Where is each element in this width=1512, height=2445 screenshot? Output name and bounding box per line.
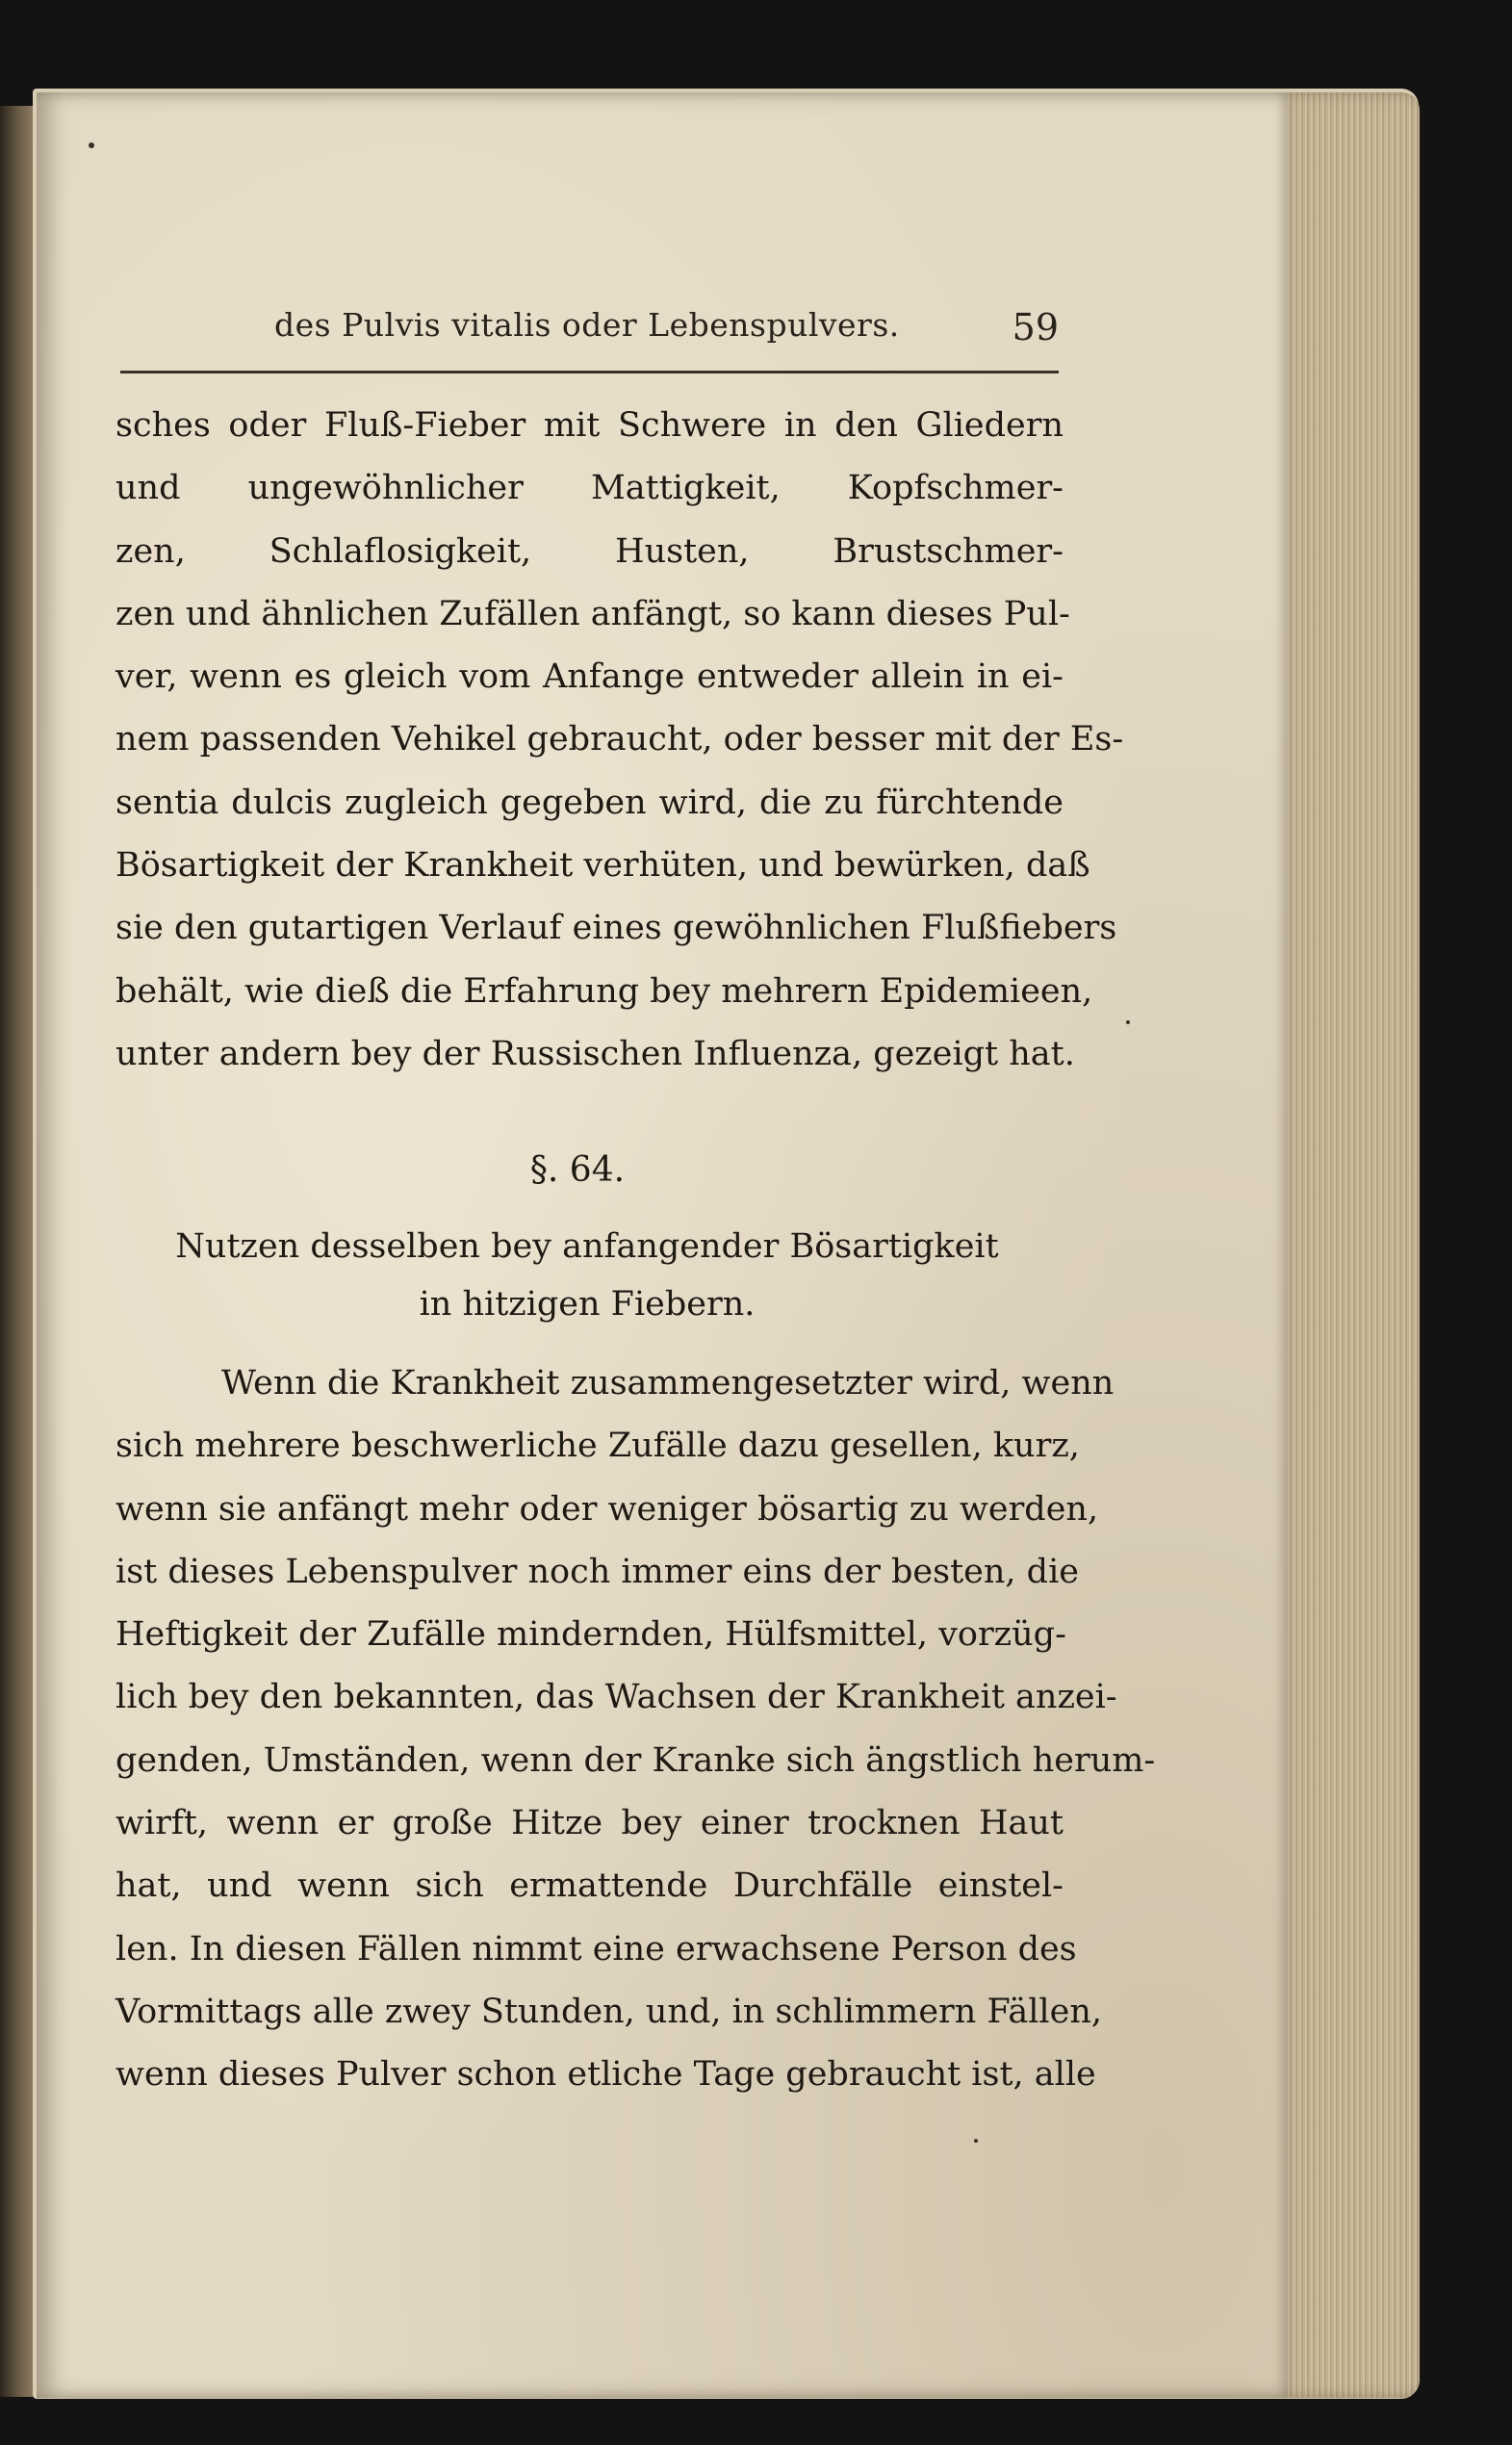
text-line: len. In diesen Fällen nimmt eine erwachsene Person des xyxy=(115,1929,1077,1969)
text-line: nem passenden Vehikel gebraucht, oder besser mit der Es- xyxy=(115,720,1124,759)
facing-page-edge xyxy=(0,106,33,2397)
text-line: ist dieses Lebenspulver noch immer eins der besten, die xyxy=(115,1552,1079,1591)
text-line: Bösartigkeit der Krankheit verhüten, und bewürken, daß xyxy=(115,846,1090,886)
section-number: §. 64. xyxy=(529,1150,626,1190)
text-line: zen und ähnlichen Zufällen anfängt, so kann dieses Pul- xyxy=(115,594,1070,633)
text-line: unter andern bey der Russischen Influenza, gezeigt hat. xyxy=(115,1034,1075,1073)
text-line: Heftigkeit der Zufälle mindernden, Hülfsmittel, vorzüg- xyxy=(115,1615,1066,1655)
text-line: sie den gutartigen Verlauf eines gewöhnlichen Flußfiebers xyxy=(115,909,1117,948)
text-line: wirft, wenn er große Hitze bey einer trocknen Haut xyxy=(115,1804,1064,1843)
text-line: zen, Schlaflosigkeit, Husten, Brustschmer- xyxy=(115,531,1064,571)
header-rule xyxy=(120,371,1059,373)
text-line: sich mehrere beschwerliche Zufälle dazu gesellen, kurz, xyxy=(115,1427,1080,1466)
text-line: und ungewöhnlicher Mattigkeit, Kopfschmer- xyxy=(115,469,1064,508)
text-line: ver, wenn es gleich vom Anfange entweder allein in ei- xyxy=(115,657,1064,697)
page-number: 59 xyxy=(1012,306,1059,348)
text-line: sentia dulcis zugleich gegeben wird, die zu fürchtende xyxy=(115,783,1064,822)
text-line: lich bey den bekannten, das Wachsen der Krankheit anzei- xyxy=(115,1678,1117,1717)
paragraph-2 xyxy=(115,1352,1156,2107)
paper-speck xyxy=(974,2139,978,2143)
text-line: Wenn die Krankheit zusammengesetzter wird, wenn xyxy=(221,1364,1115,1403)
section-title-line: in hitzigen Fiebern. xyxy=(419,1285,756,1324)
text-line: behält, wie dieß die Erfahrung bey mehrern Epidemieen, xyxy=(115,971,1093,1011)
text-line: genden, Umständen, wenn der Kranke sich ängstlich herum- xyxy=(115,1740,1156,1780)
text-line: hat, und wenn sich ermattende Durchfälle einstel- xyxy=(115,1866,1064,1906)
text-line: wenn dieses Pulver schon etliche Tage gebraucht ist, alle xyxy=(115,2055,1096,2095)
running-head: des Pulvis vitalis oder Lebenspulvers. xyxy=(274,306,900,344)
section-title xyxy=(173,1218,1001,1333)
paragraph-1 xyxy=(115,395,1124,1086)
paper-speck xyxy=(1126,1020,1130,1024)
section-title-line: Nutzen desselben bey anfangender Bösartigkeit xyxy=(175,1227,999,1266)
text-line: sches oder Fluß-Fieber mit Schwere in den Gliedern xyxy=(115,406,1064,445)
paper-speck xyxy=(89,142,94,148)
text-line: wenn sie anfängt mehr oder weniger bösartig zu werden, xyxy=(115,1489,1099,1529)
page-edges xyxy=(1275,92,1420,2398)
text-line: Vormittags alle zwey Stunden, und, in schlimmern Fällen, xyxy=(115,1992,1102,2031)
